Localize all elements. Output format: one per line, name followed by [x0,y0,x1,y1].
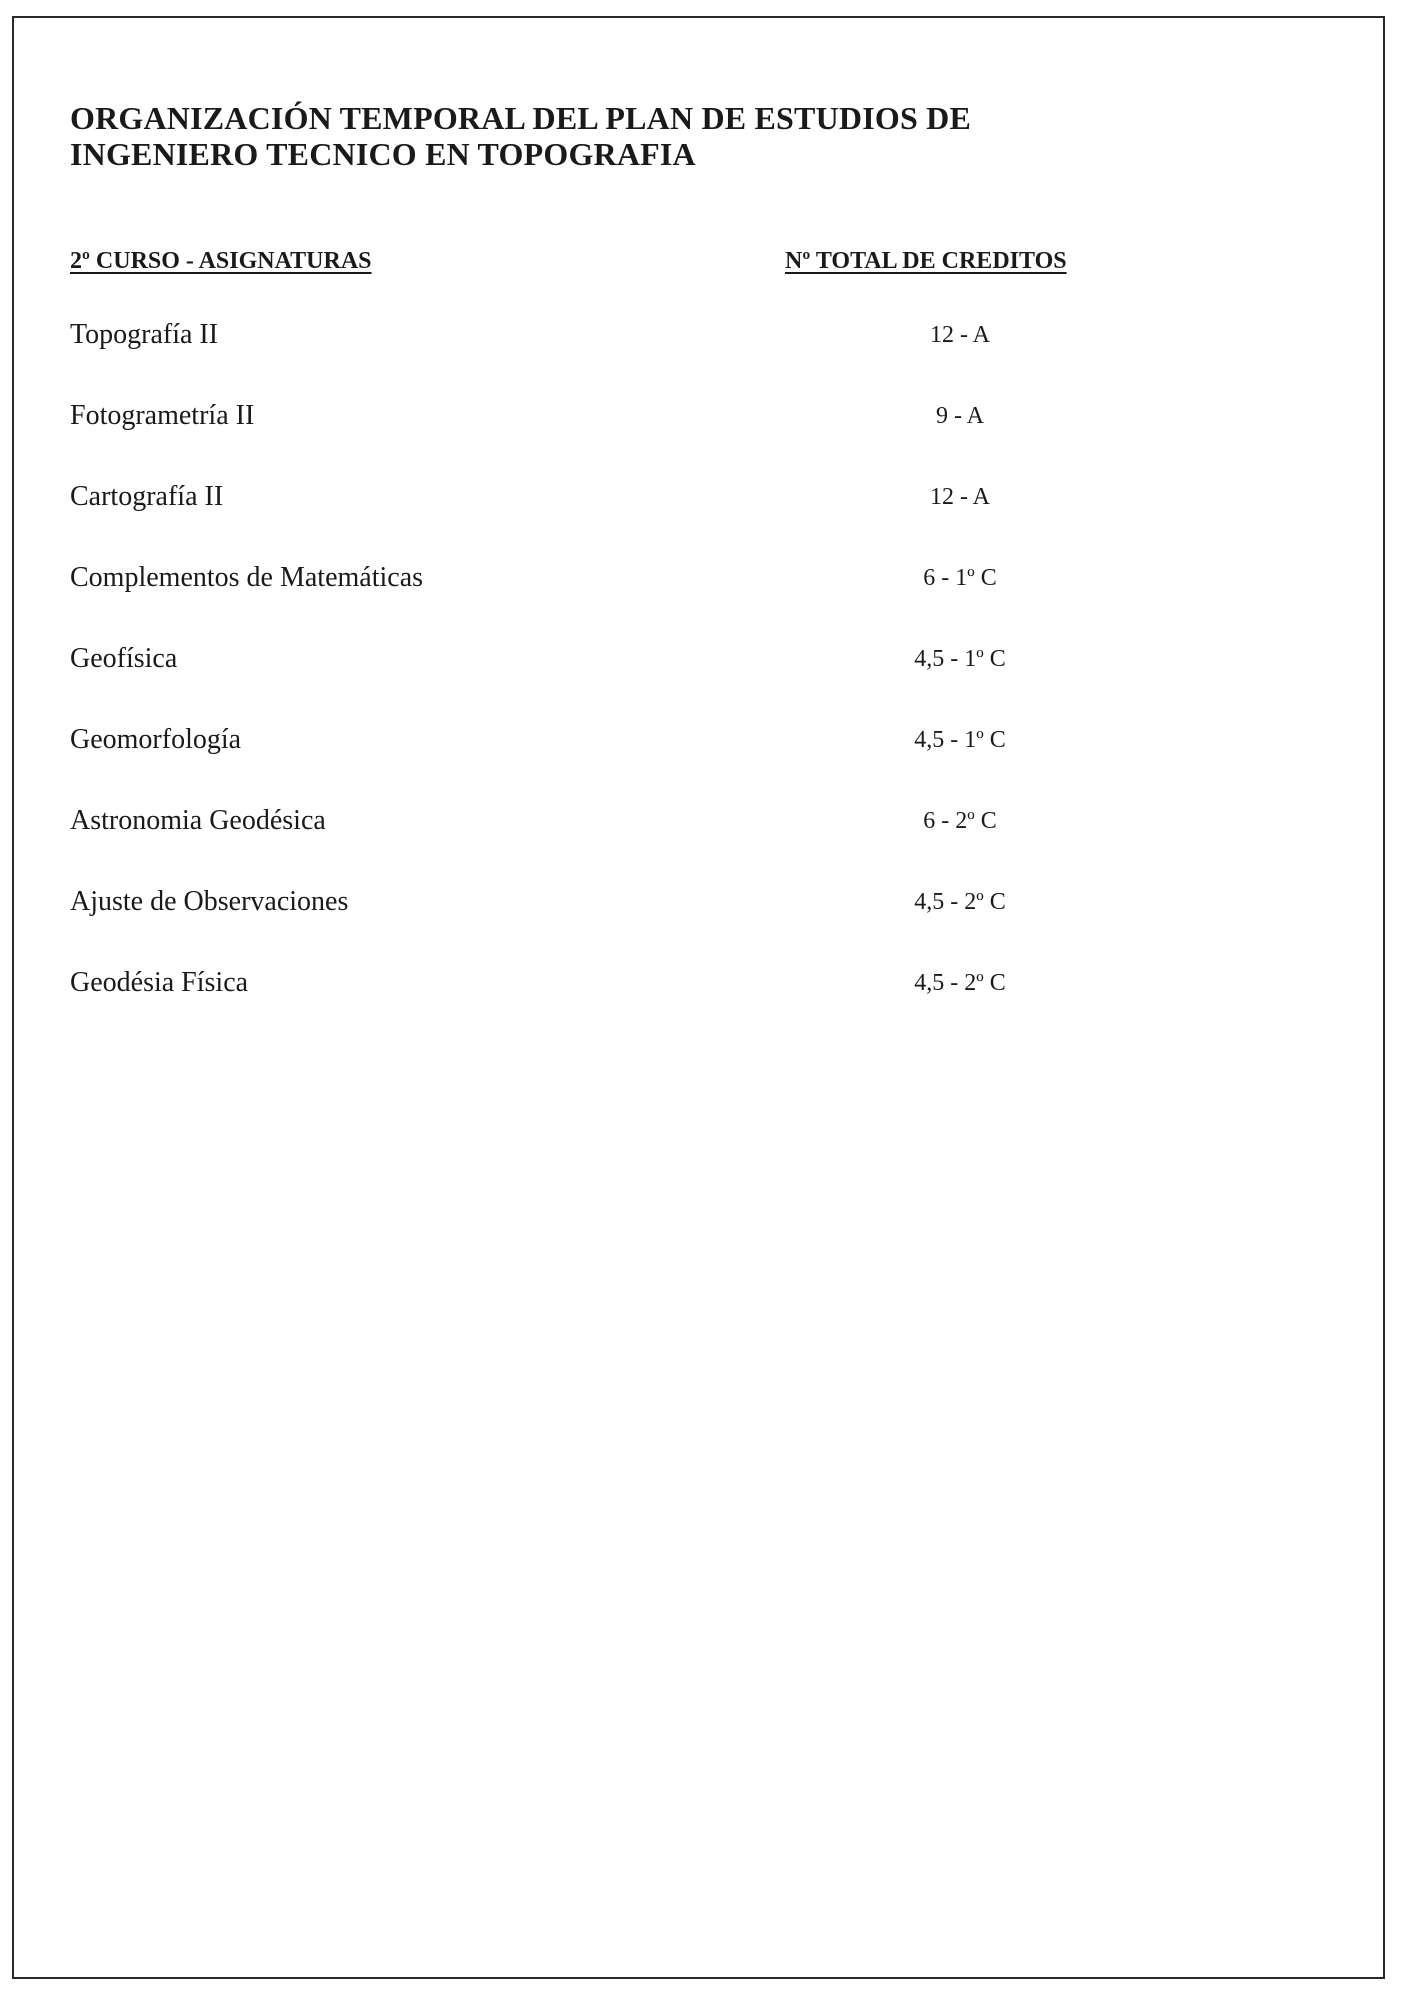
subject-name: Geomorfología [70,724,242,755]
subject-credits: 6 - 1º C [923,565,997,591]
table-row [0,882,1406,922]
table-row [0,720,1406,760]
table-row [0,801,1406,841]
subject-name: Geofísica [70,643,178,674]
credits-column-header: Nº TOTAL DE CREDITOS [785,248,1067,274]
subject-credits: 4,5 - 2º C [914,970,1006,996]
subject-name: Topografía II [70,319,219,350]
subject-name: Ajuste de Observaciones [70,886,349,917]
subject-name: Fotogrametría II [70,400,255,431]
subjects-column-header: 2º CURSO - ASIGNATURAS [70,248,372,274]
subject-credits: 4,5 - 2º C [914,889,1006,915]
subject-name: Geodésia Física [70,967,249,998]
title-line-1: ORGANIZACIÓN TEMPORAL DEL PLAN DE ESTUDIOS DE [70,100,972,136]
subject-name: Astronomia Geodésica [70,805,326,836]
subject-credits: 12 - A [930,322,990,348]
subject-name: Cartografía II [70,481,224,512]
subject-credits: 4,5 - 1º C [914,646,1006,672]
subject-name: Complementos de Matemáticas [70,562,424,593]
page-title [70,100,971,172]
table-row [0,558,1406,598]
table-row [0,477,1406,517]
title-line-2: INGENIERO TECNICO EN TOPOGRAFIA [70,136,696,172]
subject-credits: 6 - 2º C [923,808,997,834]
table-row [0,315,1406,355]
table-row [0,963,1406,1003]
subject-credits: 4,5 - 1º C [914,727,1006,753]
subject-credits: 12 - A [930,484,990,510]
table-row [0,639,1406,679]
subject-credits: 9 - A [936,403,984,429]
table-row [0,396,1406,436]
